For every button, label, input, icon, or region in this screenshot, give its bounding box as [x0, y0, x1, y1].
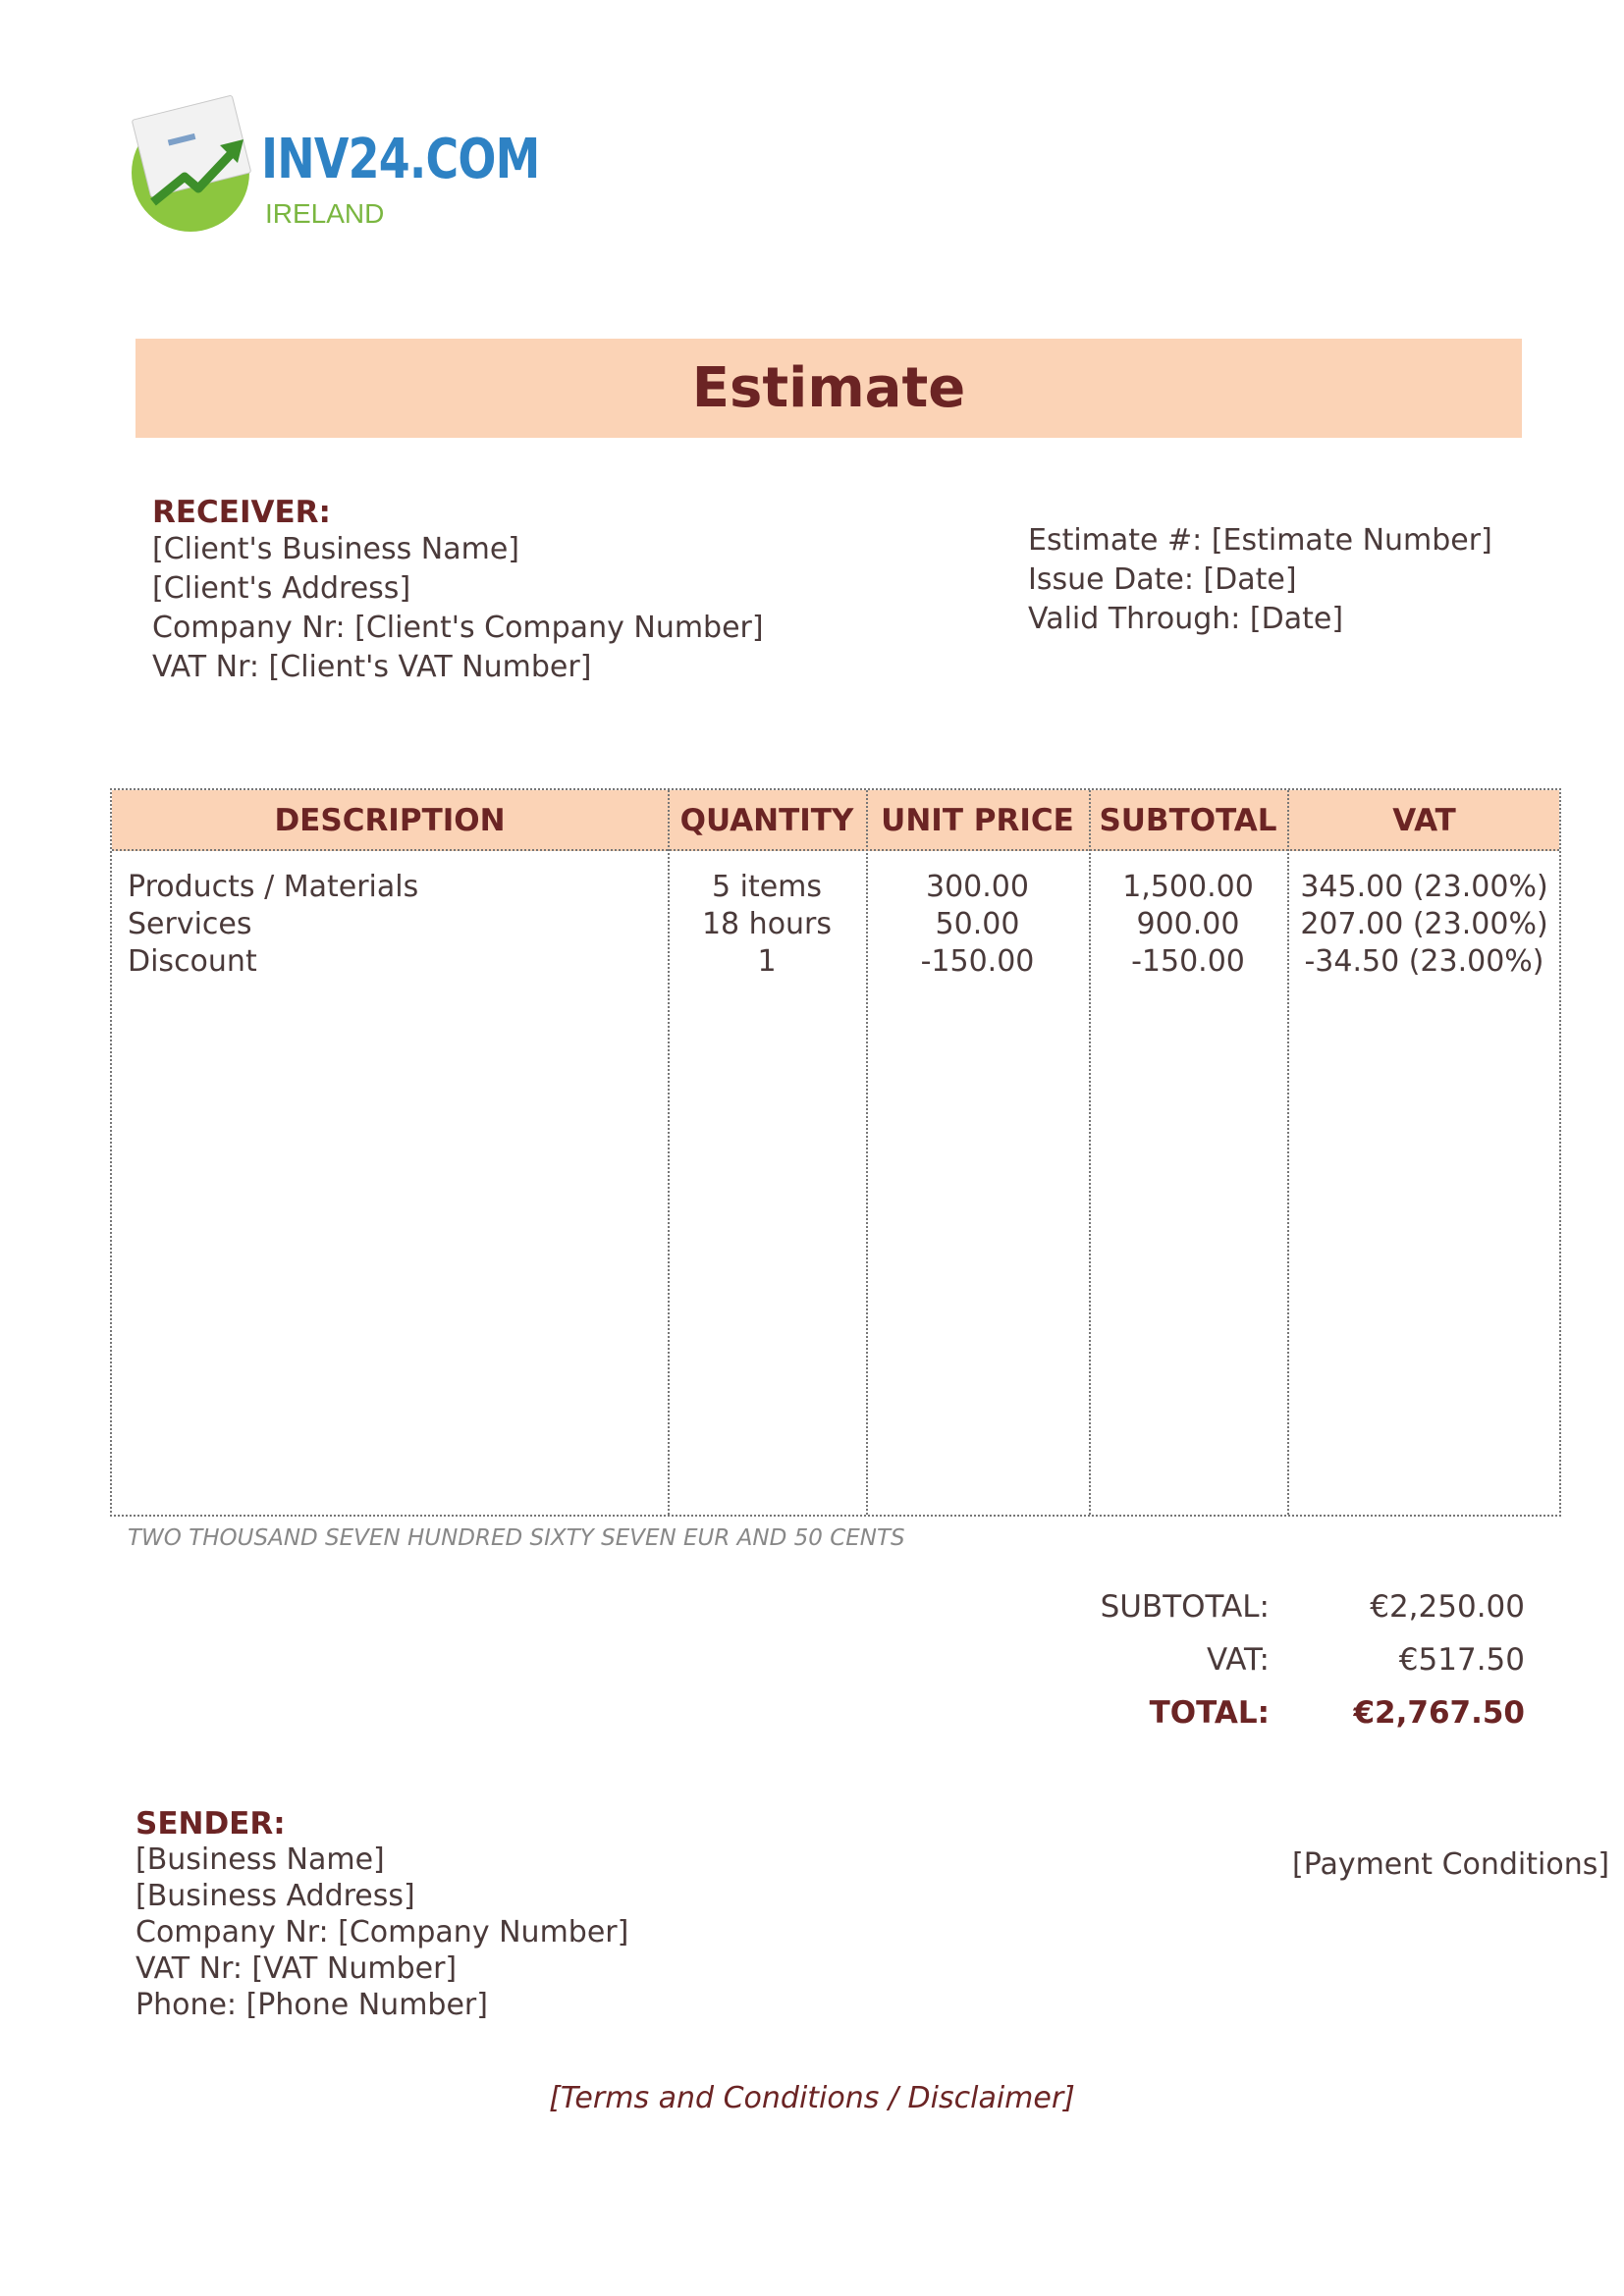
vat-value: €517.50	[1398, 1642, 1525, 1678]
column-header-unit-price: UNIT PRICE	[881, 803, 1074, 838]
subtotal-value: €2,250.00	[1370, 1589, 1525, 1625]
estimate-meta	[1028, 521, 1492, 639]
table-cell-subtotal: 1,500.00	[1122, 870, 1254, 904]
sender-line: VAT Nr: [VAT Number]	[135, 1951, 458, 1986]
receiver-line: [Client's Address]	[152, 571, 411, 606]
table-cell-description: Services	[128, 907, 252, 941]
table-cell-quantity: 1	[757, 944, 777, 979]
amount-in-words: TWO THOUSAND SEVEN HUNDRED SIXTY SEVEN EUR AND 50 CENTS	[128, 1525, 905, 1551]
column-header-vat: VAT	[1392, 803, 1456, 838]
sender-line: [Business Address]	[135, 1879, 415, 1913]
issue-date: Issue Date: [Date]	[1028, 562, 1297, 597]
items-table	[110, 788, 1561, 1517]
column-header-quantity: QUANTITY	[679, 803, 854, 838]
sender-block	[135, 1806, 628, 2023]
table-cell-vat: 207.00 (23.00%)	[1300, 907, 1548, 941]
table-cell-vat: 345.00 (23.00%)	[1300, 870, 1548, 904]
table-cell-unit-price: 50.00	[935, 907, 1020, 941]
table-cell-quantity: 5 items	[711, 870, 823, 904]
table-cell-subtotal: 900.00	[1136, 907, 1240, 941]
total-label: TOTAL:	[1149, 1695, 1270, 1731]
valid-through: Valid Through: [Date]	[1028, 602, 1344, 636]
receiver-label: RECEIVER:	[152, 495, 331, 530]
table-cell-subtotal: -150.00	[1131, 944, 1245, 979]
company-logo	[132, 106, 540, 234]
sender-line: [Business Name]	[135, 1842, 385, 1877]
table-cell-description: Products / Materials	[128, 870, 419, 904]
table-cell-description: Discount	[128, 944, 257, 979]
sender-label: SENDER:	[135, 1806, 286, 1842]
logo-wordmark: INV24.COM	[261, 128, 540, 191]
document-title-band	[135, 339, 1522, 438]
estimate-number: Estimate #: [Estimate Number]	[1028, 523, 1492, 558]
subtotal-label: SUBTOTAL:	[1100, 1589, 1270, 1625]
receiver-block	[152, 495, 764, 687]
growth-arrow-icon	[141, 116, 259, 224]
column-header-description: DESCRIPTION	[274, 803, 506, 838]
table-cell-unit-price: 300.00	[926, 870, 1029, 904]
total-value: €2,767.50	[1353, 1695, 1525, 1731]
column-header-subtotal: SUBTOTAL	[1099, 803, 1277, 838]
table-cell-vat: -34.50 (23.00%)	[1304, 944, 1544, 979]
receiver-line: Company Nr: [Client's Company Number]	[152, 611, 764, 645]
document-title: Estimate	[691, 356, 966, 420]
sender-line: Phone: [Phone Number]	[135, 1988, 488, 2022]
terms-disclaimer: [Terms and Conditions / Disclaimer]	[549, 2081, 1075, 2115]
vat-label: VAT:	[1207, 1642, 1270, 1678]
receiver-line: VAT Nr: [Client's VAT Number]	[152, 650, 592, 684]
payment-conditions: [Payment Conditions]	[1292, 1847, 1610, 1882]
table-cell-quantity: 18 hours	[701, 907, 833, 941]
receiver-line: [Client's Business Name]	[152, 532, 520, 566]
table-cell-unit-price: -150.00	[920, 944, 1035, 979]
logo-region: IRELAND	[265, 198, 385, 229]
sender-line: Company Nr: [Company Number]	[135, 1915, 629, 1949]
